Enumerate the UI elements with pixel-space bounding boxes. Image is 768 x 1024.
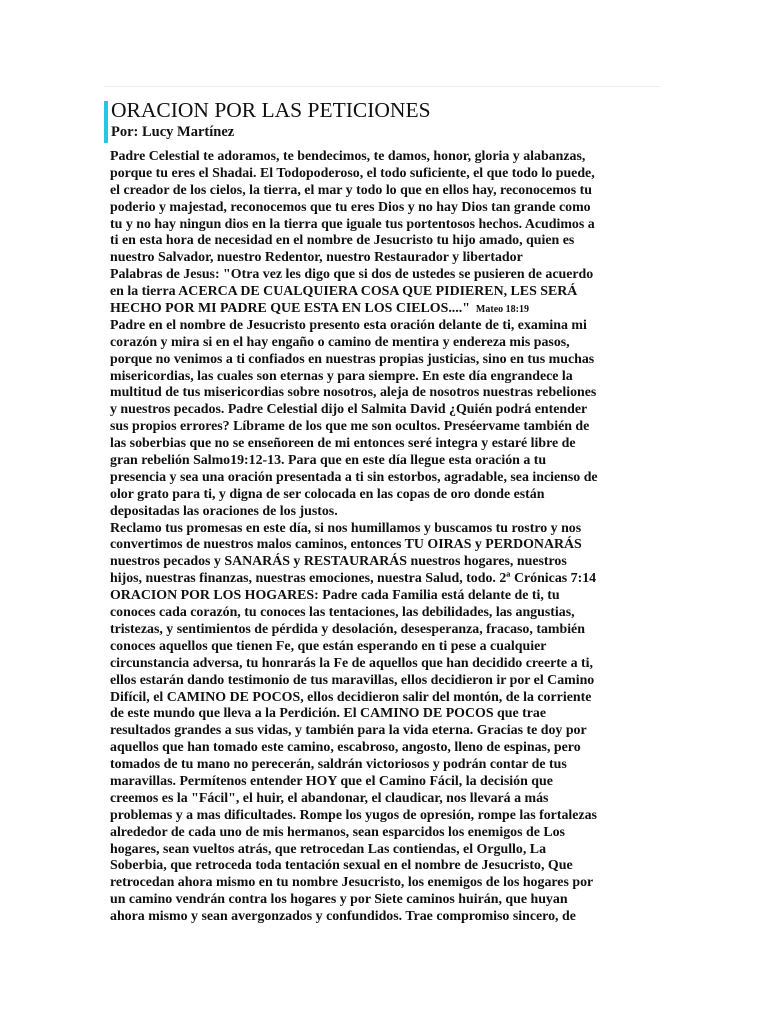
text-line: Padre Celestial te adoramos, te bendecimos, te damos, honor, gloria y alabanzas, bbox=[110, 149, 586, 164]
text-line: nuestro Salvador, nuestro Redentor, nuestro Restaurador y libertador bbox=[110, 250, 523, 266]
text-line: corazón y mira si en el hay engaño o camino de mentira y endereza mis pasos, bbox=[110, 334, 570, 350]
text-line: resultados grandes a sus vidas, y también para la vida eterna. Gracias te doy por bbox=[110, 723, 587, 739]
text-line: tristezas, y sentimientos de pérdida y desolación, desesperanza, fracaso, también bbox=[110, 621, 585, 637]
text-line: multitud de tus misericordias sobre nosotros, aleja de nosotros nuestras rebeliones bbox=[110, 385, 597, 401]
text-line: Palabras de Jesus: "Otra vez les digo que si dos de ustedes se pusieren de acuerdo bbox=[110, 267, 594, 283]
text-line: olor grato para ti, y digna de ser colocada en las copas de oro donde están bbox=[110, 486, 545, 502]
text-line: aquellos que han tomado este camino, escabroso, angosto, lleno de espinas, pero bbox=[110, 740, 581, 756]
text-line: alrededor de cada uno de mis hermanos, sean esparcidos los enemigos de Los bbox=[110, 824, 565, 840]
text-line: un camino vendrán contra los hogares y por Siete caminos huirán, que huyan bbox=[110, 892, 568, 908]
document-title: ORACION POR LAS PETICIONES bbox=[111, 98, 431, 122]
text-line: presencia y sea una oración presentada a ti sin estorbos, agradable, sea incienso de bbox=[110, 469, 598, 485]
text-line: las soberbias que no se enseñoreen de mi entonces seré integra y estaré libre de bbox=[110, 436, 576, 452]
text-line: depositadas las oraciones de los justos. bbox=[110, 503, 338, 519]
text-line: tomados de tu mano no perecerán, saldrán victoriosos y podrán contar de tus bbox=[110, 757, 567, 773]
text-line: circunstancia adversa, tu honrarás la Fe de aquellos que han decidido creerte a ti, bbox=[110, 655, 593, 671]
heading-block bbox=[104, 98, 664, 141]
text-line: Reclamo tus promesas en este día, si nos humillamos y buscamos tu rostro y nos bbox=[110, 520, 582, 536]
text-line: convertimos de nuestros malos caminos, entonces TU OIRAS y PERDONARÁS bbox=[110, 537, 582, 553]
text-line: en la tierra ACERCA DE CUALQUIERA COSA QUE PIDIEREN, LES SERÁ bbox=[110, 284, 578, 300]
text-line: y nuestros pecados. Padre Celestial dijo el Salmita David ¿Quién podrá entender bbox=[110, 402, 588, 418]
text-line: maravillas. Permítenos entender HOY que el Camino Fácil, la decisión que bbox=[110, 773, 553, 789]
text-line: tu y no hay ningun dios en la tierra que iguale tus portentosos hechos. Acudimos a bbox=[110, 216, 595, 232]
accent-bar bbox=[104, 101, 108, 143]
text-line: problemas y a mas dificultades. Rompe los yugos de opresión, rompe las fortalezas bbox=[110, 807, 597, 823]
text-line: Padre en el nombre de Jesucristo presento esta oración delante de ti, examina mi bbox=[110, 317, 587, 333]
text-line: porque no venimos a ti confiados en nuestras propias justicias, sino en tus muchas bbox=[110, 351, 595, 367]
text-line: sus propios errores? Líbrame de los que me son ocultos. Preséervame también de bbox=[110, 419, 590, 435]
text-line: el creador de los cielos, la tierra, el mar y todo lo que en ellos hay, reconocemos tu bbox=[110, 182, 592, 198]
text-line: gran rebelión Salmo19:12-13. Para que en este día llegue esta oración a tu bbox=[110, 453, 547, 469]
text-line: HECHO POR MI PADRE QUE ESTA EN LOS CIELOS...." Mateo 18:19 bbox=[110, 301, 529, 317]
top-divider bbox=[104, 86, 660, 87]
text-line: Difícil, el CAMINO DE POCOS, ellos decidieron salir del montón, de la corriente bbox=[110, 689, 592, 705]
verse-citation: Mateo 18:19 bbox=[475, 304, 529, 316]
text-line: ellos estarán dando testimonio de tus maravillas, ellos decidieron ir por el Camino bbox=[110, 672, 595, 688]
text-line: retrocedan ahora mismo en tu nombre Jesucristo, los enemigos de los hogares por bbox=[110, 875, 594, 891]
text-line: nuestros pecados y SANARÁS y RESTAURARÁS nuestros hogares, nuestros bbox=[110, 554, 567, 570]
text-line: poderio y majestad, reconocemos que tu eres Dios y no hay Dios tan grande como bbox=[110, 199, 591, 215]
prayer-body bbox=[104, 149, 664, 926]
text-line: conoces cada corazón, tu conoces las tentaciones, las debilidades, las angustias, bbox=[110, 605, 575, 621]
text-line: de este mundo que lleva a la Perdición. El CAMINO DE POCOS que trae bbox=[110, 706, 547, 722]
text-line: porque tu eres el Shadai. El Todopoderoso, el todo suficiente, el que todo lo puede, bbox=[110, 165, 595, 181]
text-line: conoces aquellos que tienen Fe, que están esperando en ti pese a cualquier bbox=[110, 638, 547, 654]
text-line: hijos, nuestras finanzas, nuestras emociones, nuestra Salud, todo. 2ª Crónicas 7:14 bbox=[110, 571, 597, 587]
text-line: ti en esta hora de necesidad en el nombre de Jesucristo tu hijo amado, quien es bbox=[110, 233, 575, 249]
text-line: ORACION POR LOS HOGARES: Padre cada Familia está delante de ti, tu bbox=[110, 588, 560, 604]
text-line: misericordias, las cuales son eternas y para siempre. En este día engrandece la bbox=[110, 368, 573, 384]
document-page bbox=[104, 98, 664, 926]
text-line: creemos es la "Fácil", el huir, el abandonar, el claudicar, nos llevará a más bbox=[110, 790, 549, 806]
text-line: Soberbia, que retroceda toda tentación sexual en el nombre de Jesucristo, Que bbox=[110, 858, 573, 874]
author-line: Por: Lucy Martínez bbox=[111, 124, 235, 140]
text-line: hogares, sean vueltos atrás, que retrocedan Las contiendas, el Orgullo, La bbox=[110, 841, 547, 857]
text-line: ahora mismo y sean avergonzados y confundidos. Trae compromiso sincero, de bbox=[110, 909, 576, 925]
